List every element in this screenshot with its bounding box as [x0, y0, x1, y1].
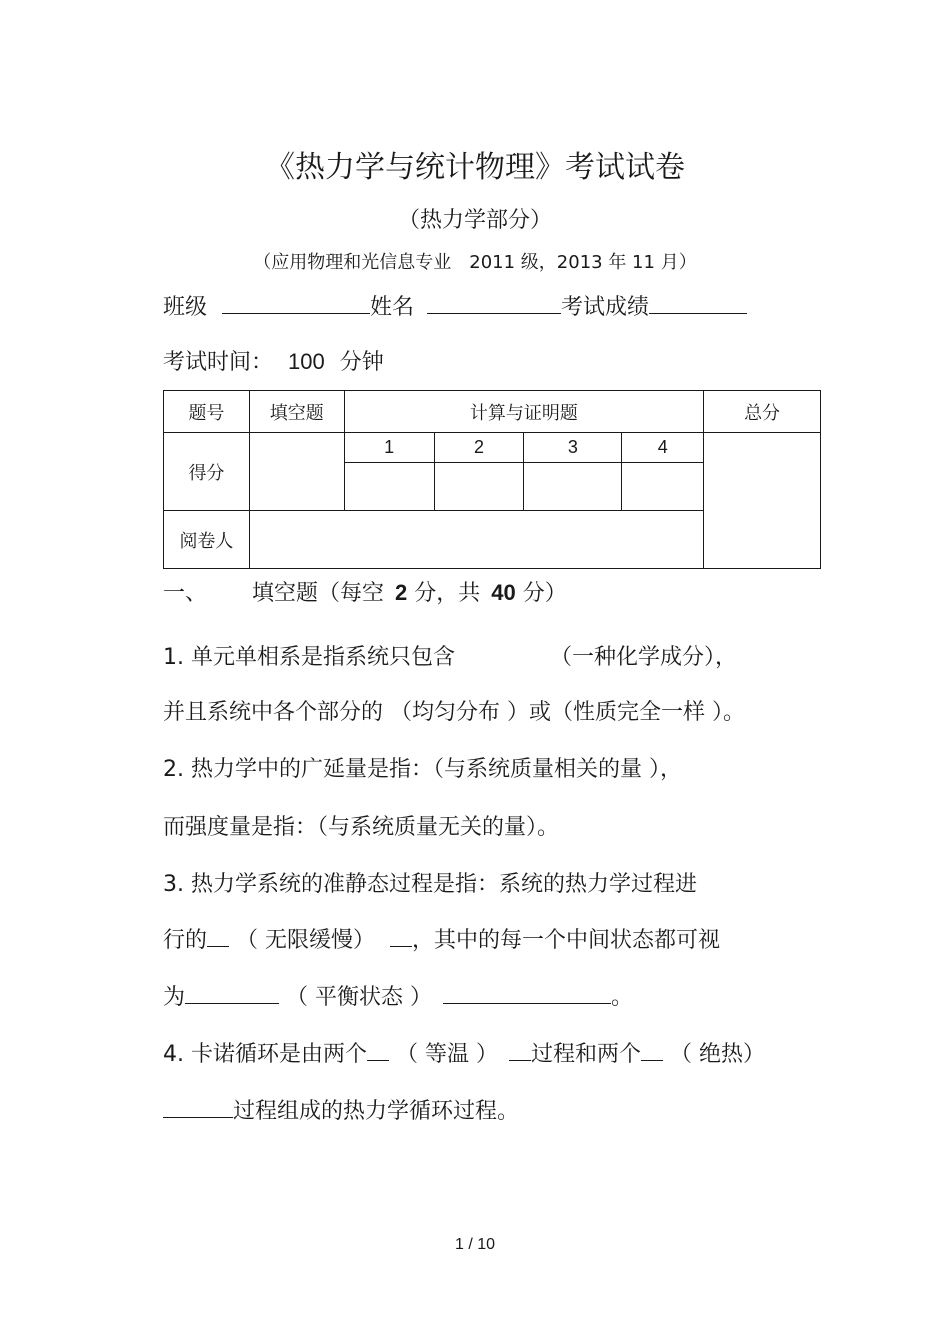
exam-time-row [163, 345, 384, 376]
q3-blank-1 [207, 926, 229, 947]
row-grader-label: 阅卷人 [164, 511, 250, 569]
q4-answer-1: （ 等温 ） [395, 1042, 498, 1067]
q3-blank-2 [390, 926, 412, 947]
name-blank [427, 293, 561, 314]
student-info-row [163, 290, 747, 321]
sub-col-2: 2 [434, 433, 524, 463]
time-value: 100 [288, 349, 325, 374]
question-3-line-2 [163, 923, 720, 954]
sub-col-1: 1 [344, 433, 434, 463]
question-4-line-1 [163, 1037, 765, 1068]
sub-col-4: 4 [622, 433, 704, 463]
q4-blank-3 [641, 1040, 663, 1061]
cell-total-score [704, 433, 821, 569]
time-unit: 分钟 [339, 350, 384, 375]
header-question-number: 题号 [164, 391, 250, 433]
q1-text-a: 1. 单元单相系是指系统只包含 [163, 645, 455, 670]
sub-col-3: 3 [524, 433, 622, 463]
score-label: 考试成绩 [561, 295, 650, 320]
q3-blank-3 [185, 983, 279, 1004]
q4-answer-2: （ 绝热） [670, 1042, 765, 1067]
question-2-line-1: 2. 热力学中的广延量是指：（与系统质量相关的量 ）， [163, 757, 682, 782]
q3-text-e: 。 [611, 985, 634, 1010]
exam-subtitle: （热力学部分） [397, 208, 552, 233]
class-blank [222, 293, 370, 314]
question-1-line-2: 并且系统中各个部分的 （均匀分布 ）或（性质完全一样 ）。 [163, 700, 745, 725]
class-label: 班级 [163, 295, 208, 320]
cell-score-4 [622, 463, 704, 511]
question-4-line-2 [163, 1094, 519, 1125]
cell-score-2 [434, 463, 524, 511]
header-total: 总分 [704, 391, 821, 433]
section-1-points-each: 2 [395, 580, 408, 605]
time-label: 考试时间： [163, 350, 274, 375]
score-blank [649, 293, 747, 314]
q4-blank-2 [509, 1040, 531, 1061]
section-1-suffix: 分） [522, 581, 567, 606]
score-table [163, 390, 821, 569]
question-3-line-1: 3. 热力学系统的准静态过程是指：系统的热力学过程进 [163, 872, 697, 897]
q4-text-a: 4. 卡诺循环是由两个 [163, 1042, 367, 1067]
question-1-line-1 [163, 640, 737, 671]
q3-answer-2: （ 平衡状态 ） [286, 985, 433, 1010]
header-fill-blank: 填空题 [249, 391, 344, 433]
section-1-number: 一、 [163, 581, 208, 606]
q4-text-c: 过程和两个 [530, 1042, 641, 1067]
page-number: 1 / 10 [454, 1236, 496, 1253]
q4-blank-1 [367, 1040, 389, 1061]
question-2-line-2: 而强度量是指：（与系统质量无关的量）。 [163, 815, 560, 840]
q3-text-c: ，其中的每一个中间状态都可视 [412, 928, 721, 953]
section-1-heading [163, 576, 567, 607]
cell-fill-score [249, 433, 344, 511]
name-label: 姓名 [370, 295, 415, 320]
header-calc-proof: 计算与证明题 [344, 391, 703, 433]
exam-meta: （应用物理和光信息专业 2011 级，2013 年 11 月） [253, 252, 697, 273]
section-1-title: 填空题（每空 [252, 581, 385, 606]
q3-answer-1: （ 无限缓慢） [236, 928, 376, 953]
row-score-label: 得分 [164, 433, 250, 511]
exam-title: 《热力学与统计物理》考试试卷 [265, 150, 685, 185]
q4-blank-4 [163, 1097, 233, 1118]
q3-blank-4 [443, 983, 611, 1004]
cell-score-1 [344, 463, 434, 511]
q4-text-d: 过程组成的热力学循环过程。 [233, 1099, 520, 1124]
q3-text-a: 行的 [163, 928, 208, 953]
cell-score-3 [524, 463, 622, 511]
question-3-line-3 [163, 980, 633, 1011]
section-1-points-total: 40 [491, 580, 516, 605]
section-1-mid: 分，共 [414, 581, 481, 606]
q3-text-d: 为 [163, 985, 186, 1010]
cell-grader [249, 511, 703, 569]
q1-answer-1: （一种化学成分）， [549, 645, 737, 670]
